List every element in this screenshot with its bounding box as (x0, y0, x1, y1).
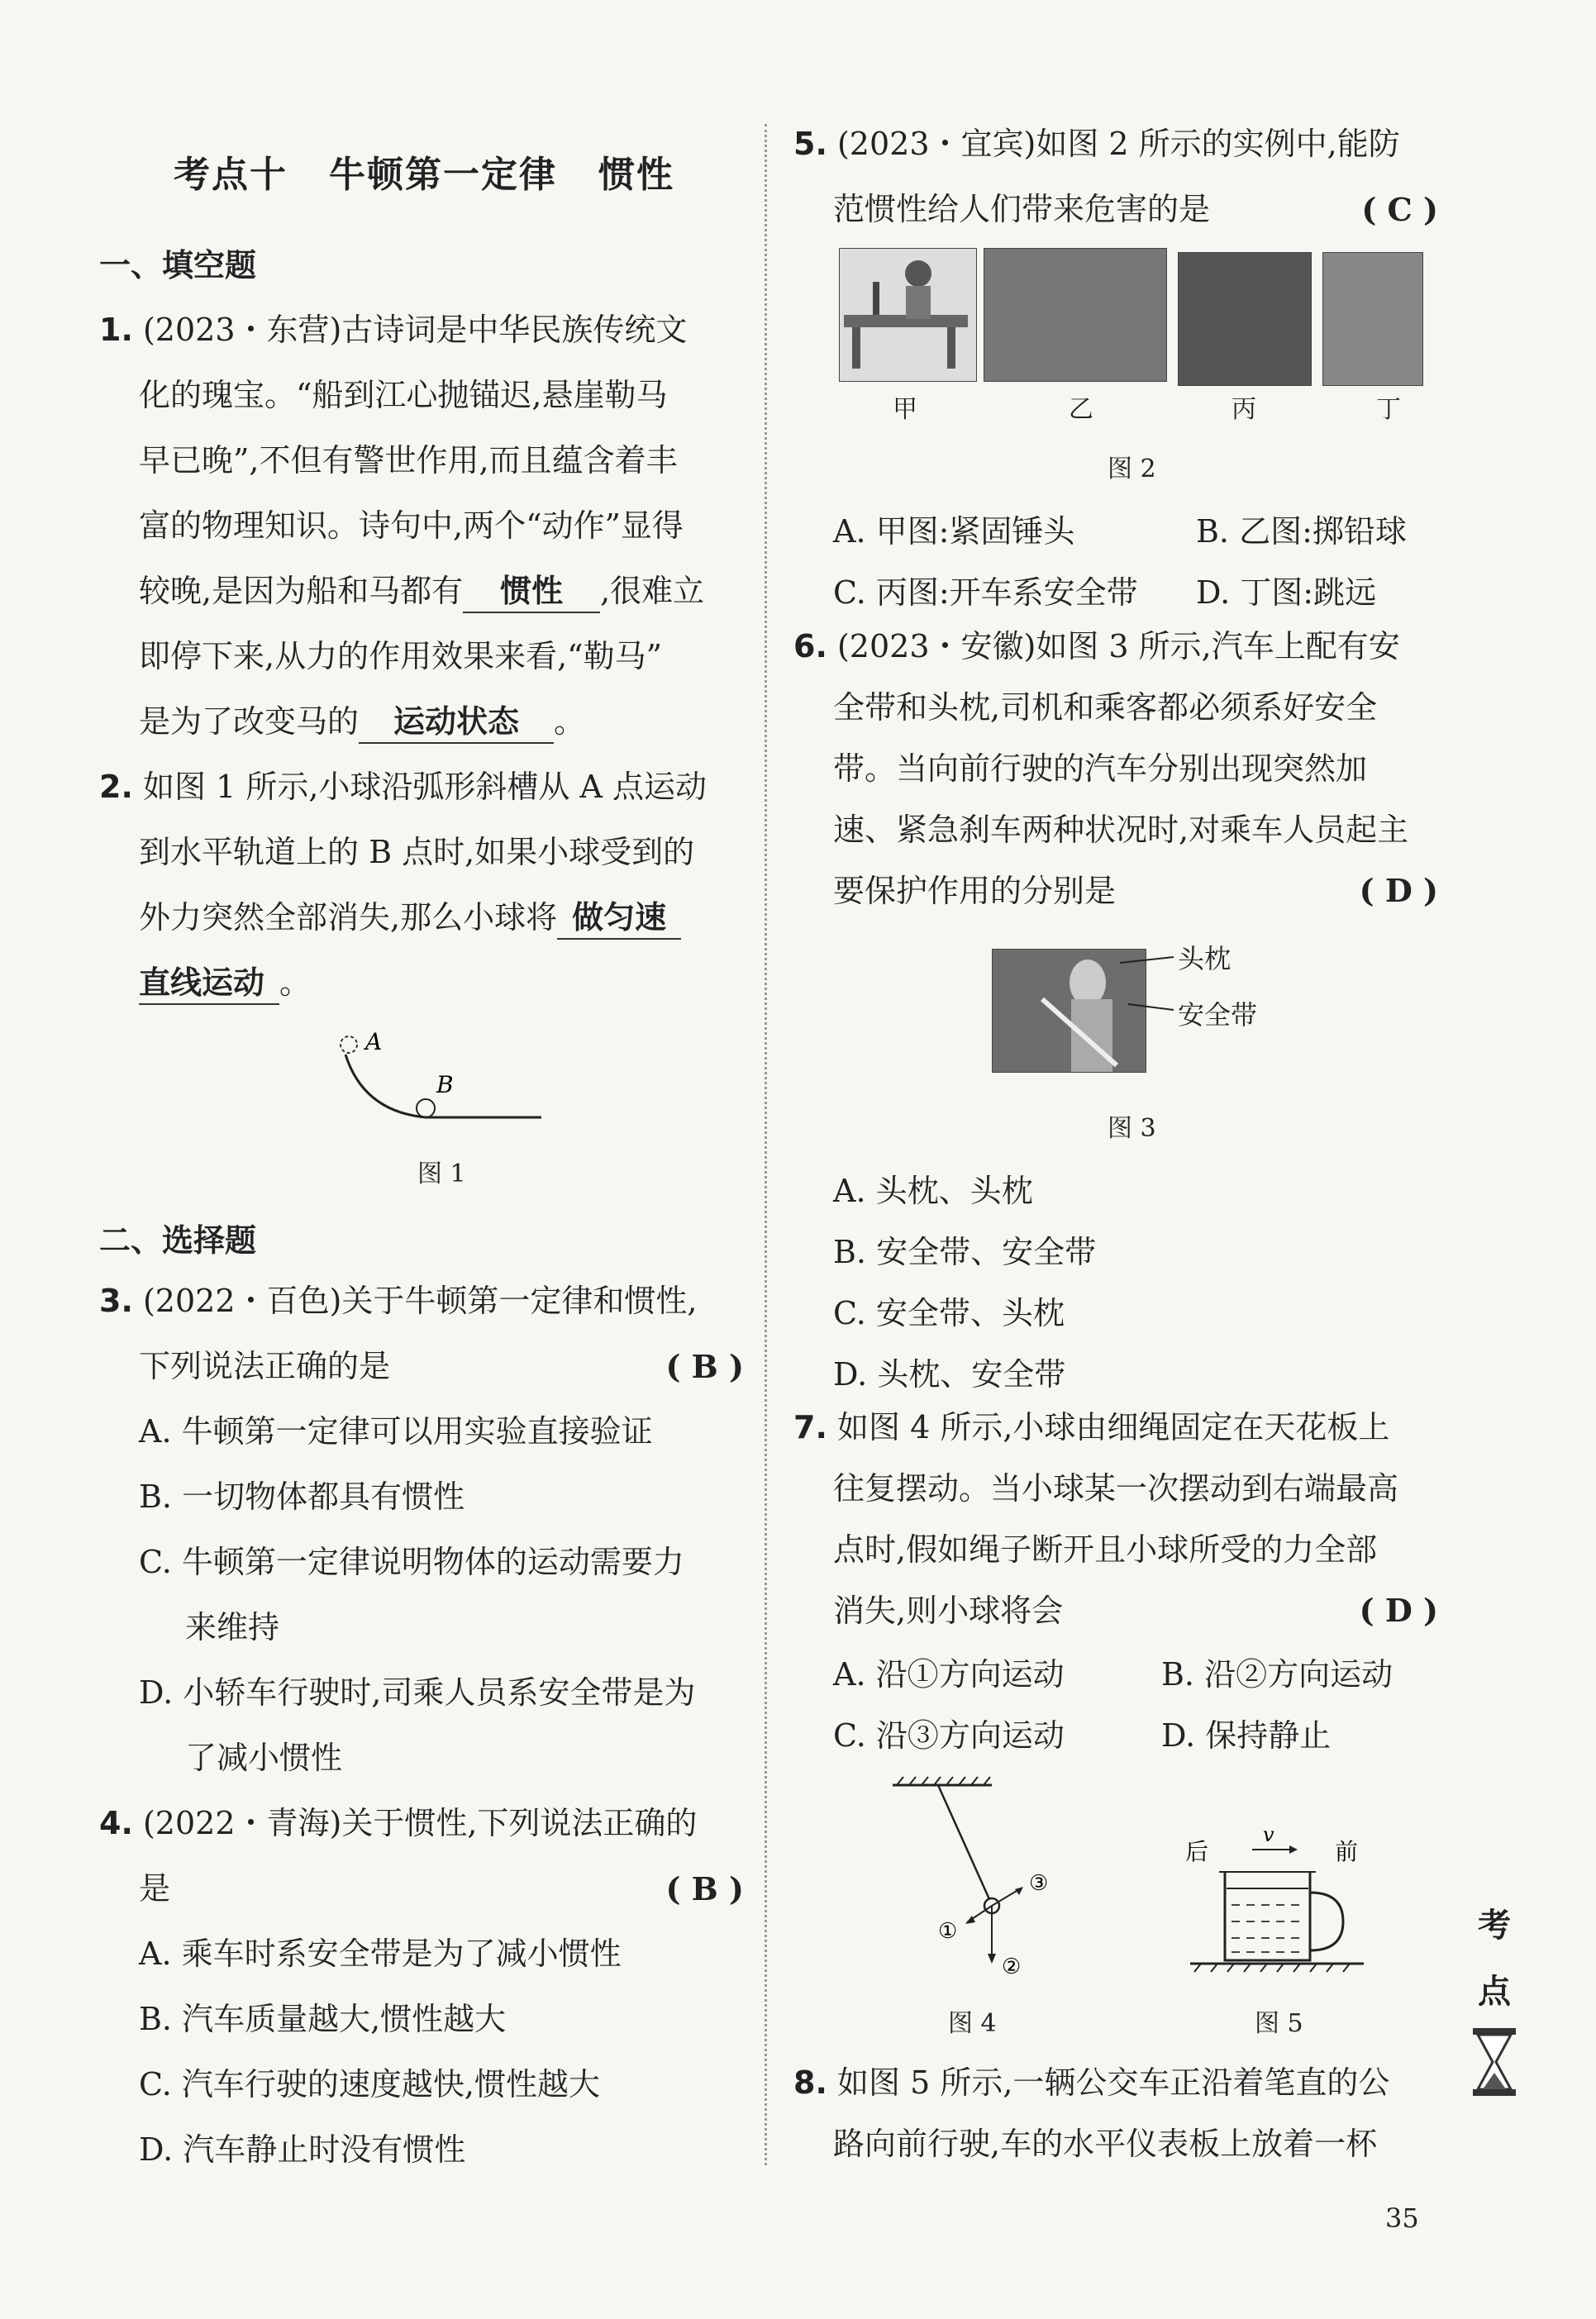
figure-2-image-ding (1322, 252, 1423, 386)
answer-blank[interactable]: 做匀速 (557, 897, 681, 940)
question-3: 3. (2022・百色)关于牛顿第一定律和惯性, 下列说法正确的是 ( B ) A. 牛顿第一定律可以用实验直接验证 B. 一切物体都具有惯性 C. 牛顿第一定律说明物体的运动需要力 来维持 D. 小轿车行驶时,司乘人员系安全带是为 了减小惯性 (99, 1283, 744, 1776)
side-tab: 考 点 (1470, 1893, 1519, 2121)
label-seatbelt: 安全带 (1178, 999, 1258, 1031)
section-choice: 二、选择题 (99, 1222, 257, 1259)
figure-2-image-bing (1178, 252, 1312, 386)
figure-2-caption: 图 2 (1108, 455, 1156, 483)
answer-choice: ( B ) (665, 1870, 744, 1907)
figure-5-caption: 图 5 (1255, 2009, 1303, 2038)
question-8: 8. 如图 5 所示,一辆公交车正沿着笔直的公 路向前行驶,车的水平仪表板上放着一杯 (793, 2064, 1390, 2162)
direction-2: ② (1002, 1955, 1022, 1979)
answer-choice: ( C ) (1361, 191, 1438, 228)
q5-option-c[interactable]: C. 丙图:开车系安全带 (833, 574, 1138, 611)
label-b: B (436, 1071, 454, 1098)
q6-option-d[interactable]: D. 头枕、安全带 (833, 1356, 1066, 1393)
column-divider (765, 124, 767, 2165)
label-velocity: v (1263, 1826, 1274, 1846)
q6-option-a[interactable]: A. 头枕、头枕 (833, 1173, 1033, 1209)
option-a[interactable]: A. 乘车时系安全带是为了减小惯性 (139, 1936, 622, 1972)
q7-option-d[interactable]: D. 保持静止 (1161, 1717, 1332, 1754)
option-b[interactable]: B. 汽车质量越大,惯性越大 (139, 2001, 507, 2037)
answer-choice: ( D ) (1359, 1592, 1438, 1629)
label-jia: 甲 (893, 395, 917, 424)
figure-5-cup (1174, 1826, 1389, 1983)
page-title: 考点十 牛顿第一定律 惯性 (174, 154, 674, 196)
answer-blank[interactable]: 运动状态 (359, 701, 554, 744)
answer-blank[interactable]: 惯性 (463, 570, 600, 613)
figure-1-caption: 图 1 (417, 1160, 466, 1188)
q5-option-d[interactable]: D. 丁图:跳远 (1196, 574, 1377, 611)
figure-4-pendulum (876, 1769, 1074, 1983)
question-4: 4. (2022・青海)关于惯性,下列说法正确的 是 ( B ) A. 乘车时系安全带是为了减小惯性 B. 汽车质量越大,惯性越大 C. 汽车行驶的速度越快,惯性越大 D. 汽车静止时没有惯性 (99, 1791, 744, 2183)
question-6: 6. (2023・安徽)如图 3 所示,汽车上配有安 全带和头枕,司机和乘客都必须系好安全 带。当向前行驶的汽车分别出现突然加 速、紧急刹车两种状况时,对乘车人员起主 要保护作用的分别是 ( D ) (793, 616, 1438, 921)
option-c[interactable]: C. 汽车行驶的速度越快,惯性越大 (139, 2066, 600, 2102)
direction-3: ③ (1029, 1871, 1049, 1896)
q5-option-b[interactable]: B. 乙图:掷铅球 (1196, 513, 1407, 550)
figure-2-image-yi (984, 248, 1167, 382)
section-fill: 一、填空题 (99, 247, 257, 283)
q7-option-a[interactable]: A. 沿①方向运动 (833, 1656, 1065, 1693)
q6-option-b[interactable]: B. 安全带、安全带 (833, 1234, 1097, 1270)
direction-1: ① (938, 1919, 958, 1944)
figure-2-image-jia (839, 248, 977, 382)
q7-option-b[interactable]: B. 沿②方向运动 (1161, 1656, 1394, 1693)
figure-4-caption: 图 4 (948, 2009, 997, 2038)
label-bing: 丙 (1232, 395, 1256, 424)
figure-3-pointers (1108, 942, 1182, 1025)
option-d[interactable]: D. 小轿车行驶时,司乘人员系安全带是为 (139, 1674, 696, 1711)
q7-option-c[interactable]: C. 沿③方向运动 (833, 1717, 1065, 1754)
answer-choice: ( D ) (1359, 872, 1438, 909)
option-b[interactable]: B. 一切物体都具有惯性 (139, 1479, 465, 1515)
label-a: A (365, 1028, 383, 1055)
question-7: 7. 如图 4 所示,小球由细绳固定在天花板上 往复摆动。当小球某一次摆动到右端最高 点时,假如绳子断开且小球所受的力全部 消失,则小球将会 ( D ) (793, 1397, 1438, 1641)
label-yi: 乙 (1069, 395, 1093, 424)
option-d[interactable]: D. 汽车静止时没有惯性 (139, 2131, 466, 2168)
question-5: 5. (2023・宜宾)如图 2 所示的实例中,能防 范惯性给人们带来危害的是 ( C ) (793, 112, 1438, 242)
label-headrest: 头枕 (1178, 943, 1232, 974)
q5-option-a[interactable]: A. 甲图:紧固锤头 (833, 513, 1075, 550)
label-back: 后 (1185, 1838, 1209, 1865)
page-number: 35 (1385, 2202, 1419, 2234)
answer-blank[interactable]: 直线运动 (139, 962, 279, 1005)
question-1: 1. (2023・东营)古诗词是中华民族传统文 化的瑰宝。“船到江心抛锚迟,悬崖勒马 早已晚”,不但有警世作用,而且蕴含着丰 富的物理知识。诗句中,两个“动作”显得 较晚,是因为船和马都有 惯性 ,很难立 即停下来,从力的作用效果来看,“勒马” 是为了改变马的 运动状态 。 (99, 298, 744, 755)
hourglass-icon (1470, 2025, 1519, 2099)
label-ding: 丁 (1376, 395, 1401, 424)
q6-option-c[interactable]: C. 安全带、头枕 (833, 1295, 1065, 1331)
figure-3-caption: 图 3 (1108, 1114, 1156, 1143)
answer-choice: ( B ) (665, 1348, 744, 1385)
label-front: 前 (1335, 1838, 1359, 1865)
figure-1-track (331, 1025, 562, 1132)
question-2: 2. 如图 1 所示,小球沿弧形斜槽从 A 点运动 到水平轨道上的 B 点时,如果小球受到的 外力突然全部消失,那么小球将 做匀速 直线运动 。 (99, 755, 744, 1016)
option-a[interactable]: A. 牛顿第一定律可以用实验直接验证 (139, 1413, 653, 1450)
option-c[interactable]: C. 牛顿第一定律说明物体的运动需要力 (139, 1544, 684, 1580)
